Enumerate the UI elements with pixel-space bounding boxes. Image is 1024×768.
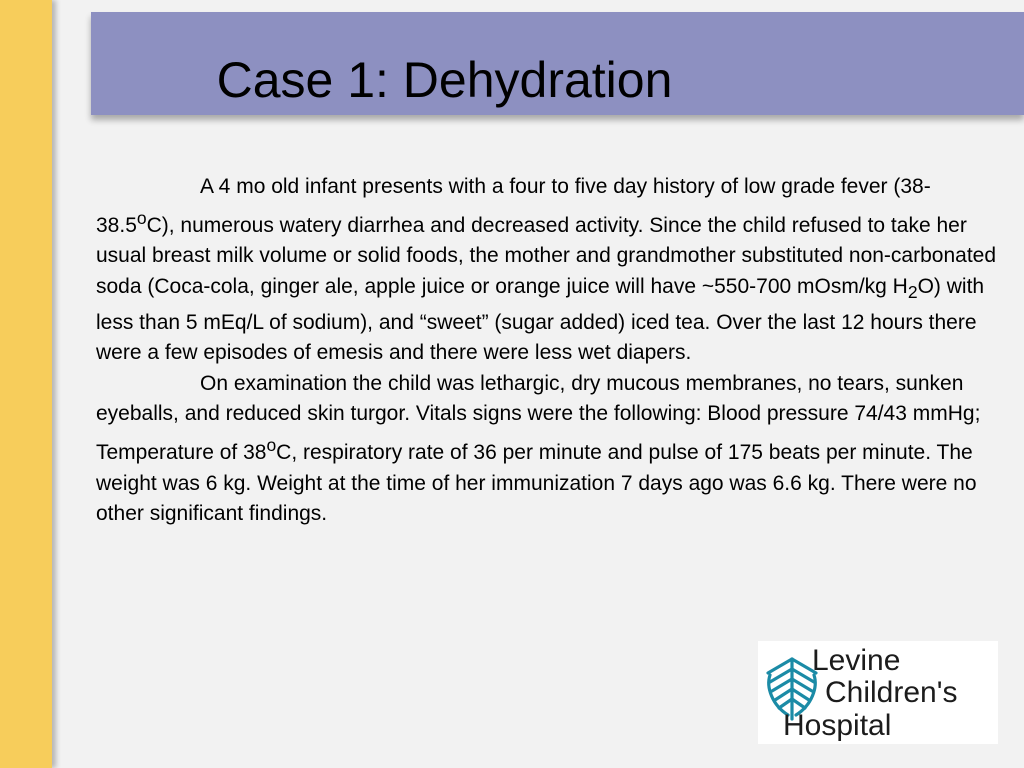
exam-text-1: On examination the child was lethargic, dry mucous membranes, no tears, sunken eyeballs, and reduced skin turgor. Vitals signs were the following: Blood pressure 74/43 mmHg; Temperature of 38: [96, 371, 981, 464]
paragraph-examination: [96, 369, 996, 530]
history-text-3: O) with less than 5 mEq/L of sodium), and “sweet” (sugar added) iced tea. Over the last 12 hours there were a few episodes of emesis and there were less wet diapers.: [96, 274, 985, 365]
logo-text-levine: Levine: [812, 644, 901, 677]
subscript-two: 2: [907, 281, 918, 302]
paragraph-history: [96, 172, 996, 369]
degree-superscript: o: [136, 207, 147, 228]
title-banner: [91, 12, 1024, 115]
history-text-2: C), numerous watery diarrhea and decreased activity. Since the child refused to take her usual breast milk volume or solid foods, the mother and grandmother substituted non-carbonated soda (Coca-cola, ginger ale, apple juice or orange juice will have ~550-700 mOsm/kg H: [96, 213, 997, 298]
slide-title: Case 1: Dehydration: [216, 52, 673, 108]
logo-text-hospital: Hospital: [783, 709, 892, 742]
logo-text-childrens: Children's: [825, 676, 958, 709]
degree-superscript: o: [266, 434, 277, 455]
history-text-1: A 4 mo old infant presents with a four to five day history of low grade fever (38-38.5: [96, 175, 931, 237]
case-description: [96, 172, 996, 530]
exam-text-2: C, respiratory rate of 36 per minute and pulse of 175 beats per minute. The weight was 6 kg. Weight at the time of her immunization 7 days ago was 6.6 kg. There were no other significant findings.: [96, 440, 977, 526]
hospital-logo: [758, 641, 998, 744]
left-accent-bar: [0, 0, 52, 768]
